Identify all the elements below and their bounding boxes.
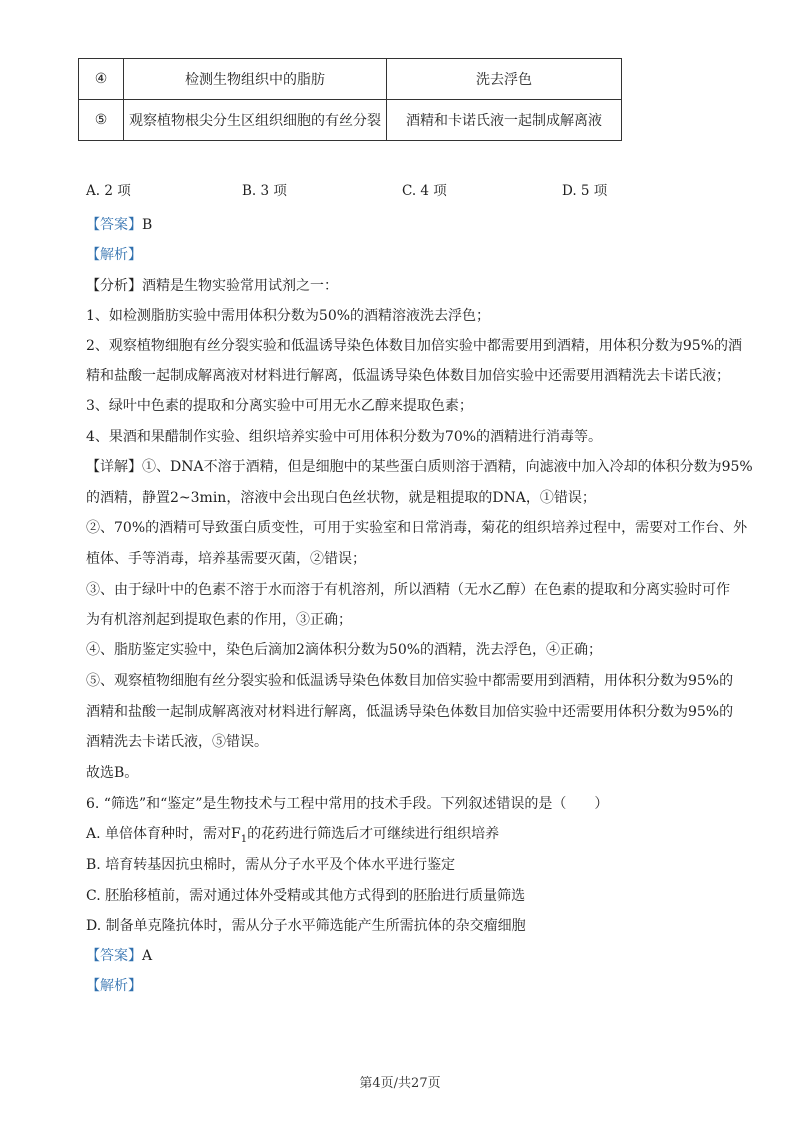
detail-tag: 【详解】 [86, 459, 142, 475]
row-number: ④ [79, 59, 124, 100]
experiment-table [78, 58, 622, 141]
answer-tag: 【答案】 [86, 948, 142, 964]
q6-option-d: D. 制备单克隆抗体时，需从分子水平筛选能产生所需抗体的杂交瘤细胞 [86, 918, 526, 934]
analysis-tag: 【解析】 [86, 247, 142, 263]
option-c: C. 4 项 [402, 183, 447, 199]
detail-first-line [86, 457, 753, 477]
q6-stem: 6. “筛选”和“鉴定”是生物技术与工程中常用的技术手段。下列叙述错误的是（ ） [86, 796, 609, 812]
q6-option-b: B. 培育转基因抗虫棉时，需从分子水平及个体水平进行鉴定 [86, 857, 456, 873]
q5-analysis-tag [86, 245, 142, 265]
answer-tag: 【答案】 [86, 217, 142, 233]
reagent-role: 洗去浮色 [387, 59, 622, 100]
detail-line: ⑤、观察植物细胞有丝分裂实验和低温诱导染色体数目加倍实验中都需要用到酒精，用体积分数为95%的 [86, 673, 734, 689]
experiment-name: 观察植物根尖分生区组织细胞的有丝分裂 [124, 100, 387, 141]
q5-answer [86, 215, 152, 235]
q5-options [86, 179, 726, 201]
point-line: 精和盐酸一起制成解离液对材料进行解离，低温诱导染色体数目加倍实验中还需要用酒精洗去卡诺氏液； [86, 368, 730, 384]
q6-analysis-tag [86, 976, 142, 996]
detail-line: 的酒精，静置2~3min，溶液中会出现白色丝状物，就是粗提取的DNA，①错误； [86, 490, 596, 506]
row-number: ⑤ [79, 100, 124, 141]
option-a: A. 2 项 [86, 183, 131, 199]
option-d: D. 5 项 [562, 183, 608, 199]
table-row [79, 59, 622, 100]
experiment-name: 检测生物组织中的脂肪 [124, 59, 387, 100]
detail-line: ④、脂肪鉴定实验中，染色后滴加2滴体积分数为50%的酒精，洗去浮色，④正确； [86, 642, 603, 658]
detail-line: 植体、手等消毒，培养基需要灭菌，②错误； [86, 551, 366, 567]
analysis-tag: 【解析】 [86, 978, 142, 994]
detail-line: 酒精洗去卡诺氏液，⑤错误。 [86, 734, 268, 750]
q6-option-c: C. 胚胎移植前，需对通过体外受精或其他方式得到的胚胎进行质量筛选 [86, 888, 526, 904]
point-line: 1、如检测脂肪实验中需用体积分数为50%的酒精溶液洗去浮色； [86, 308, 491, 324]
fenxi-tag: 【分析】 [86, 278, 142, 294]
q5-fenxi [86, 276, 338, 296]
conclusion: 故选B。 [86, 765, 139, 781]
detail-line: 酒精和盐酸一起制成解离液对材料进行解离，低温诱导染色体数目加倍实验中还需要用体积分数为95%的 [86, 704, 734, 720]
detail-line: ②、70%的酒精可导致蛋白质变性，可用于实验室和日常消毒，菊花的组织培养过程中，需要对工作台、外 [86, 520, 748, 536]
fenxi-intro: 酒精是生物实验常用试剂之一： [142, 278, 338, 294]
answer-value: A [142, 948, 153, 964]
table-row [79, 100, 622, 141]
detail-line: 为有机溶剂起到提取色素的作用，③正确； [86, 612, 352, 628]
q6-answer [86, 946, 152, 966]
point-line: 4、果酒和果醋制作实验、组织培养实验中可用体积分数为70%的酒精进行消毒等。 [86, 429, 603, 445]
detail-line: ③、由于绿叶中的色素不溶于水而溶于有机溶剂，所以酒精（无水乙醇）在色素的提取和分离实验时可作 [86, 582, 730, 598]
detail-text: ①、DNA不溶于酒精，但是细胞中的某些蛋白质则溶于酒精，向滤液中加入冷却的体积分数为95% [142, 459, 753, 475]
option-b: B. 3 项 [242, 183, 287, 199]
point-line: 3、绿叶中色素的提取和分离实验中可用无水乙醇来提取色素； [86, 398, 473, 414]
answer-value: B [142, 217, 153, 233]
reagent-role: 酒精和卡诺氏液一起制成解离液 [387, 100, 622, 141]
q6-option-a: A. 单倍体育种时，需对$F_1$的花药进行筛选后才可继续进行组织培养 [86, 826, 500, 845]
page-footer: 第4页/共27页 [359, 1076, 441, 1091]
point-line: 2、观察植物细胞有丝分裂实验和低温诱导染色体数目加倍实验中都需要用到酒精，用体积分数为95%的酒 [86, 338, 743, 354]
